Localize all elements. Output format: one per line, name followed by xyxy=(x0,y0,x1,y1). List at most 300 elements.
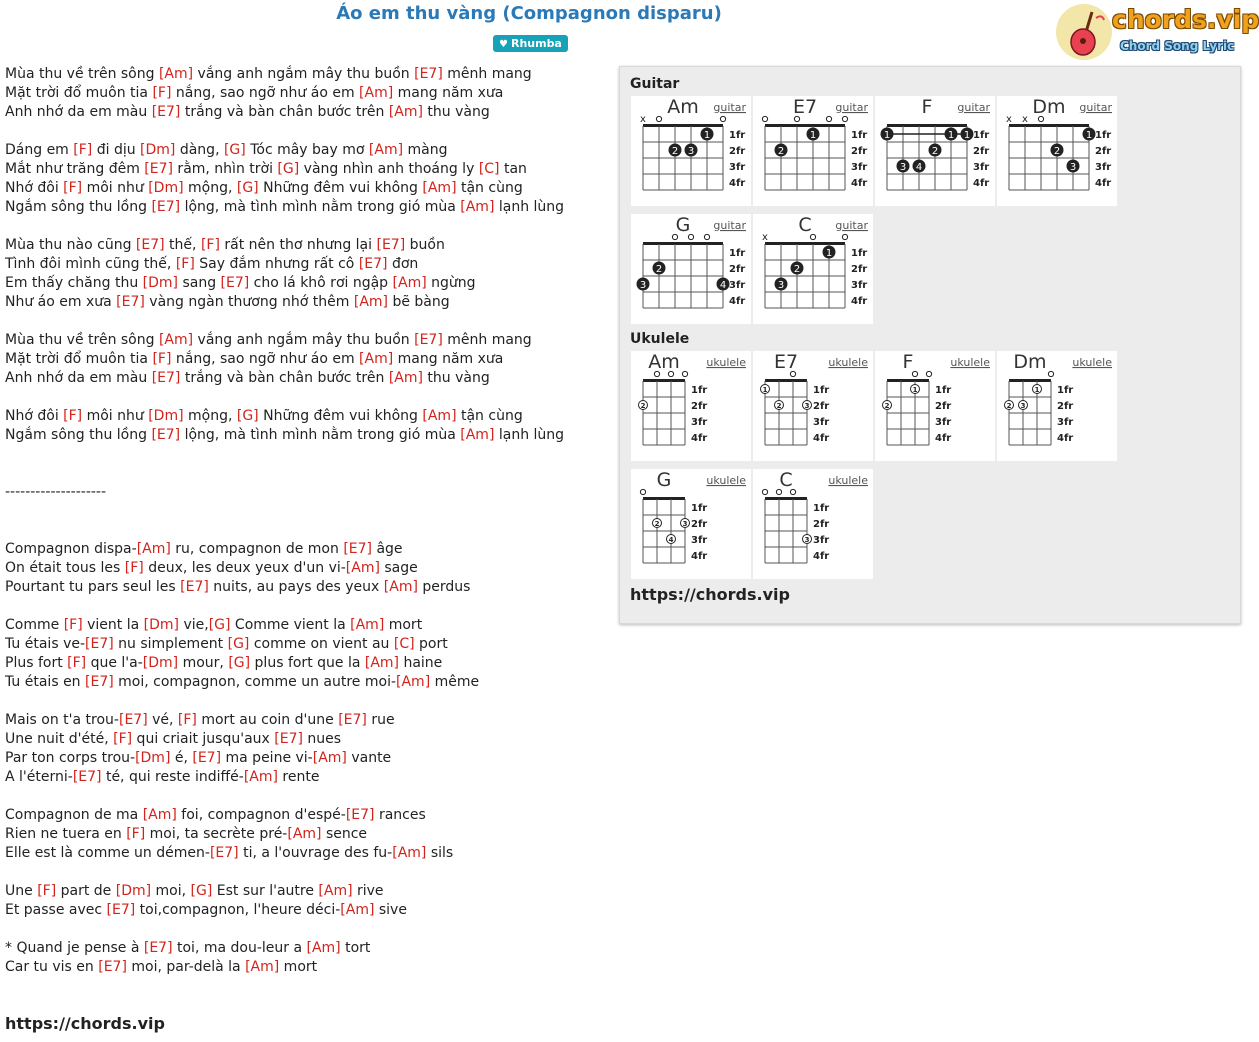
chord-link[interactable]: [E7] xyxy=(85,636,114,652)
chord-type-link[interactable]: ukulele xyxy=(828,474,868,487)
lyric-text: vàng nhìn anh thoáng ly xyxy=(299,161,479,177)
site-logo[interactable] xyxy=(1054,2,1259,62)
chord-link[interactable]: [F] xyxy=(152,351,172,367)
lyric-text: sive xyxy=(374,902,407,918)
chord-link[interactable]: [E7] xyxy=(151,370,181,386)
lyric-line xyxy=(5,939,605,958)
lyric-text: rances xyxy=(374,807,426,823)
lyric-text: trắng và bàn chân bước trên xyxy=(180,104,389,120)
lyric-text: cho lá khô rơi ngập xyxy=(249,275,393,291)
lyric-text: lộng, mà tình mình nằm trong gió mùa xyxy=(180,427,461,443)
logo-tagline: Chord Song Lyric xyxy=(1120,39,1235,53)
chord-link[interactable]: [Am] xyxy=(388,370,423,386)
lyric-text: On était tous les xyxy=(5,560,125,576)
chord-diagram-svg xyxy=(631,214,751,324)
lyric-text: Compagnon de ma xyxy=(5,807,143,823)
chord-type-link[interactable]: ukulele xyxy=(828,356,868,369)
chord-link[interactable]: [Am] xyxy=(350,617,385,633)
lyric-text: é, xyxy=(170,750,193,766)
chord-link[interactable]: [E7] xyxy=(414,66,443,82)
nut xyxy=(1009,124,1089,127)
chord-link[interactable]: [E7] xyxy=(358,256,388,272)
lyric-line xyxy=(5,749,605,768)
lyric-line xyxy=(5,901,605,920)
finger-number: 2 xyxy=(793,264,801,275)
muted-string-marker: x xyxy=(1022,114,1028,125)
fret-label: 2fr xyxy=(851,264,868,275)
chord-link[interactable]: [E7] xyxy=(135,237,165,253)
chord-link[interactable]: [F] xyxy=(113,731,133,747)
chord-diagram-svg xyxy=(875,96,995,206)
chord-type-link[interactable]: ukulele xyxy=(950,356,990,369)
heart-icon: ♥ xyxy=(499,39,508,50)
lyric-line xyxy=(5,483,605,502)
lyric-text: Ngắm sông thu lồng xyxy=(5,427,152,443)
lyric-text: mênh mang xyxy=(442,332,532,348)
lyric-text: Tu étais ve- xyxy=(5,636,86,652)
finger-number: 4 xyxy=(719,280,727,291)
chord-link[interactable]: [E7] xyxy=(192,750,222,766)
fret-label: 1fr xyxy=(973,130,990,141)
nut xyxy=(887,124,967,127)
finger-number: 1 xyxy=(825,248,833,259)
lyric-text: ngừng xyxy=(426,275,476,291)
fret-label: 1fr xyxy=(691,385,708,396)
fret-label: 3fr xyxy=(729,280,746,291)
open-string-marker xyxy=(762,489,767,494)
chord-link[interactable]: [F] xyxy=(73,142,93,158)
lyric-text: vie, xyxy=(179,617,209,633)
chord-link[interactable]: [Am] xyxy=(136,541,171,557)
lyric-text: Pourtant tu pars seul les xyxy=(5,579,181,595)
chord-link[interactable]: [F] xyxy=(63,617,83,633)
lyric-line xyxy=(5,635,605,654)
chord-link[interactable]: [C] xyxy=(393,636,415,652)
chord-type-link[interactable]: guitar xyxy=(835,101,868,114)
chord-link[interactable]: [Dm] xyxy=(148,408,184,424)
footer-url[interactable]: https://chords.vip xyxy=(5,1014,165,1033)
fret-label: 2fr xyxy=(851,146,868,157)
chord-link[interactable]: [Am] xyxy=(340,902,375,918)
finger-number: 2 xyxy=(777,146,785,157)
lyric-text: Ngắm sông thu lồng xyxy=(5,199,152,215)
lyric-text: foi, compagnon d'espé- xyxy=(176,807,346,823)
chord-link[interactable]: [E7] xyxy=(116,294,145,310)
finger-number: 1 xyxy=(912,386,918,394)
chord-link[interactable]: [E7] xyxy=(151,104,181,120)
lyric-line xyxy=(5,540,605,559)
lyric-text: nắng, sao ngỡ như áo em xyxy=(171,351,360,367)
lyric-text: part de xyxy=(56,883,116,899)
lyric-text: sils xyxy=(426,845,454,861)
chord-link[interactable]: [G] xyxy=(190,883,213,899)
chord-link[interactable]: [Am] xyxy=(460,427,495,443)
chord-link[interactable]: [Dm] xyxy=(142,275,178,291)
lyric-text: mênh mang xyxy=(442,66,532,82)
lyric-text: tận cùng xyxy=(456,180,523,196)
lyric-text: plus fort que la xyxy=(250,655,365,671)
fret-label: 2fr xyxy=(813,519,830,530)
ukulele-chord-f[interactable] xyxy=(875,351,995,461)
chord-type-link[interactable]: guitar xyxy=(835,219,868,232)
chord-link[interactable]: [Am] xyxy=(396,674,431,690)
chord-link[interactable]: [F] xyxy=(67,655,87,671)
fret-label: 3fr xyxy=(935,417,952,428)
lyric-text: qui criait jusqu'aux xyxy=(132,731,275,747)
open-string-marker xyxy=(926,371,931,376)
lyric-text: buồn xyxy=(405,237,445,253)
chord-link[interactable]: [Am] xyxy=(460,199,495,215)
chord-link[interactable]: [Am] xyxy=(359,351,394,367)
guitar-chord-f[interactable] xyxy=(875,96,995,206)
lyric-text: Mặt trời đổ muôn tia xyxy=(5,351,153,367)
chord-name: Am xyxy=(667,96,699,118)
finger-number: 4 xyxy=(915,162,923,173)
lyric-line xyxy=(5,388,605,407)
lyric-line xyxy=(5,84,605,103)
lyric-text: bẽ bàng xyxy=(388,294,450,310)
chord-type-link[interactable]: guitar xyxy=(713,219,746,232)
lyric-line xyxy=(5,730,605,749)
finger-number: 3 xyxy=(804,536,810,544)
lyric-line xyxy=(5,293,605,312)
chord-type-link[interactable]: guitar xyxy=(957,101,990,114)
ukulele-chord-am[interactable] xyxy=(631,351,751,461)
chord-link[interactable]: [Am] xyxy=(392,275,427,291)
fret-label: 3fr xyxy=(1095,162,1112,173)
lyric-text: -------------------- xyxy=(5,484,107,500)
lyric-text: đơn xyxy=(387,256,419,272)
lyric-text: Compagnon dispa- xyxy=(5,541,137,557)
fret-label: 2fr xyxy=(729,146,746,157)
chord-link[interactable]: [Am] xyxy=(368,142,404,158)
chord-link[interactable]: [F] xyxy=(63,408,83,424)
chord-name: F xyxy=(921,96,933,118)
lyric-text: mort au coin d'une xyxy=(196,712,339,728)
lyric-line xyxy=(5,464,605,483)
finger-number: 3 xyxy=(1069,162,1077,173)
chord-diagram-svg xyxy=(753,96,873,206)
chord-link[interactable]: [E7] xyxy=(376,237,406,253)
guitar-icon xyxy=(1056,4,1112,60)
chord-link[interactable]: [Am] xyxy=(383,579,418,595)
lyric-text: mộng, xyxy=(183,180,237,196)
finger-number: 2 xyxy=(931,146,939,157)
chord-link[interactable]: [E7] xyxy=(151,199,181,215)
chord-link[interactable]: [E7] xyxy=(343,541,372,557)
nut xyxy=(643,497,685,500)
chord-name: C xyxy=(798,214,812,236)
chord-link[interactable]: [Am] xyxy=(422,180,457,196)
chord-link[interactable]: [Dm] xyxy=(148,180,184,196)
fret-label: 3fr xyxy=(973,162,990,173)
ukulele-chord-g[interactable] xyxy=(631,469,751,579)
fret-label: 2fr xyxy=(691,519,708,530)
guitar-chord-g[interactable] xyxy=(631,214,751,324)
chord-link[interactable]: [E7] xyxy=(209,845,239,861)
chord-link[interactable]: [Am] xyxy=(364,655,400,671)
chord-link[interactable]: [Am] xyxy=(243,769,278,785)
chord-link[interactable]: [Am] xyxy=(306,940,341,956)
chord-link[interactable]: [E7] xyxy=(72,769,102,785)
chord-link[interactable]: [F] xyxy=(37,883,57,899)
chord-name: G xyxy=(675,214,691,236)
fret-label: 4fr xyxy=(851,296,868,307)
chord-link[interactable]: [Am] xyxy=(345,560,380,576)
fret-label: 2fr xyxy=(1057,401,1074,412)
ukulele-chord-dm[interactable] xyxy=(997,351,1117,461)
ukulele-chord-e7[interactable] xyxy=(753,351,873,461)
lyric-text: Plus fort xyxy=(5,655,68,671)
chord-link[interactable]: [G] xyxy=(236,408,259,424)
fret-label: 4fr xyxy=(1095,178,1112,189)
guitar-chord-am[interactable] xyxy=(631,96,751,206)
lyric-text: moi, ta secrète pré- xyxy=(145,826,288,842)
lyric-text: Tu étais en xyxy=(5,674,86,690)
lyric-text: Mùa thu về trên sông xyxy=(5,332,159,348)
lyric-text: Những đêm vui không xyxy=(258,180,423,196)
chord-link[interactable]: [G] xyxy=(236,180,259,196)
lyric-line xyxy=(5,198,605,217)
chord-link[interactable]: [E7] xyxy=(345,807,375,823)
lyric-line xyxy=(5,597,605,616)
lyric-line xyxy=(5,768,605,787)
lyric-text: rente xyxy=(277,769,320,785)
chord-diagram-svg xyxy=(631,469,751,579)
lyric-text: Elle est là comme un démen- xyxy=(5,845,210,861)
lyric-text: Nhớ đôi xyxy=(5,180,64,196)
open-string-marker xyxy=(790,489,795,494)
fret-label: 1fr xyxy=(1095,130,1112,141)
chord-link[interactable]: [Am] xyxy=(353,294,389,310)
chord-link[interactable]: [E7] xyxy=(338,712,367,728)
lyric-text: ti, a l'ouvrage des fu- xyxy=(238,845,393,861)
chord-link[interactable]: [F] xyxy=(177,712,197,728)
chord-diagram-svg xyxy=(631,351,751,461)
lyric-line xyxy=(5,445,605,464)
chord-link[interactable]: [G] xyxy=(208,617,231,633)
finger-number: 2 xyxy=(654,520,660,528)
lyric-text: Anh nhớ da em màu xyxy=(5,370,152,386)
lyric-text: thu vàng xyxy=(422,370,490,386)
chord-diagram-svg xyxy=(753,469,873,579)
lyric-text: vient la xyxy=(82,617,144,633)
chord-link[interactable]: [G] xyxy=(227,636,250,652)
lyric-line xyxy=(5,825,605,844)
fret-label: 4fr xyxy=(691,551,708,562)
finger-number: 3 xyxy=(687,146,695,157)
chord-link[interactable]: [Am] xyxy=(158,66,194,82)
lyric-text: sence xyxy=(321,826,368,842)
lyric-text: Em thấy chăng thu xyxy=(5,275,143,291)
chord-link[interactable]: [E7] xyxy=(85,674,114,690)
nut xyxy=(765,124,845,127)
chord-link[interactable]: [Dm] xyxy=(135,750,171,766)
panel-url[interactable]: https://chords.vip xyxy=(630,585,790,604)
lyric-text: nắng, sao ngỡ như áo em xyxy=(171,85,360,101)
fret-label: 4fr xyxy=(973,178,990,189)
chord-link[interactable]: [F] xyxy=(175,256,195,272)
fret-label: 3fr xyxy=(691,535,708,546)
chord-link[interactable]: [Am] xyxy=(422,408,457,424)
guitar-chord-c[interactable] xyxy=(753,214,873,324)
lyric-text: lạnh lùng xyxy=(494,427,565,443)
lyric-line xyxy=(5,217,605,236)
chord-link[interactable]: [Am] xyxy=(388,104,423,120)
lyric-text: tận cùng xyxy=(456,408,523,424)
fret-label: 4fr xyxy=(691,433,708,444)
fret-label: 4fr xyxy=(729,178,746,189)
chord-link[interactable]: [E7] xyxy=(106,902,136,918)
chord-link[interactable]: [G] xyxy=(277,161,300,177)
lyric-text: Say đắm nhưng rất cô xyxy=(194,256,359,272)
chord-link[interactable]: [E7] xyxy=(180,579,209,595)
lyric-text: que l'a- xyxy=(86,655,143,671)
lyric-line xyxy=(5,122,605,141)
lyric-text: môi như xyxy=(82,408,149,424)
fret-label: 3fr xyxy=(729,162,746,173)
lyric-line xyxy=(5,920,605,939)
chord-link[interactable]: [E7] xyxy=(118,712,148,728)
chord-link[interactable]: [E7] xyxy=(98,959,127,975)
fret-label: 3fr xyxy=(691,417,708,428)
lyric-text: sang xyxy=(178,275,221,291)
lyric-text: Nhớ đôi xyxy=(5,408,64,424)
lyric-text: deux, les deux yeux d'un vi- xyxy=(143,560,346,576)
chord-type-link[interactable]: guitar xyxy=(713,101,746,114)
chord-type-link[interactable]: ukulele xyxy=(706,474,746,487)
chord-link[interactable]: [F] xyxy=(124,560,144,576)
fret-label: 1fr xyxy=(851,130,868,141)
chord-link[interactable]: [Dm] xyxy=(142,655,179,671)
lyric-text: Une nuit d'été, xyxy=(5,731,114,747)
fret-label: 3fr xyxy=(1057,417,1074,428)
lyric-text: tort xyxy=(340,940,371,956)
guitar-chord-e7[interactable] xyxy=(753,96,873,206)
finger-number: 1 xyxy=(963,130,971,141)
chord-link[interactable]: [Am] xyxy=(312,750,347,766)
chord-link[interactable]: [E7] xyxy=(151,427,181,443)
lyric-text: Une xyxy=(5,883,38,899)
chord-link[interactable]: [Am] xyxy=(359,85,394,101)
chord-link[interactable]: [F] xyxy=(126,826,146,842)
logo-wordmark: chords.vip xyxy=(1112,5,1259,34)
open-string-marker xyxy=(826,116,831,121)
chord-link[interactable]: [Am] xyxy=(287,826,322,842)
finger-number: 2 xyxy=(655,264,663,275)
fret-label: 2fr xyxy=(813,401,830,412)
guitar-chord-dm[interactable] xyxy=(997,96,1117,206)
open-string-marker xyxy=(704,234,709,239)
muted-string-marker: x xyxy=(1006,114,1012,125)
chord-panel xyxy=(619,66,1241,624)
lyric-text: Tóc mây bay mơ xyxy=(245,142,369,158)
chord-link[interactable]: [C] xyxy=(478,161,500,177)
open-string-marker xyxy=(842,116,847,121)
lyric-text: dàng, xyxy=(175,142,224,158)
chord-name: E7 xyxy=(792,96,818,118)
lyric-line xyxy=(5,882,605,901)
chord-link[interactable]: [Am] xyxy=(318,883,353,899)
chord-link[interactable]: [E7] xyxy=(144,161,173,177)
lyric-line xyxy=(5,711,605,730)
chord-link[interactable]: [G] xyxy=(223,142,246,158)
lyric-text: ru, compagnon de mon xyxy=(170,541,344,557)
finger-number: 2 xyxy=(1006,402,1012,410)
finger-number: 3 xyxy=(1020,402,1026,410)
finger-number: 1 xyxy=(809,130,817,141)
fret-label: 1fr xyxy=(813,385,830,396)
lyric-line xyxy=(5,141,605,160)
lyric-line xyxy=(5,502,605,521)
lyric-text: vắng anh ngắm mây thu buồn xyxy=(193,332,415,348)
lyric-line xyxy=(5,160,605,179)
lyric-text: té, qui reste indiffé- xyxy=(101,769,244,785)
chord-link[interactable]: [Am] xyxy=(142,807,177,823)
chord-link[interactable]: [G] xyxy=(228,655,251,671)
lyric-text: rằm, nhìn trời xyxy=(172,161,278,177)
chord-link[interactable]: [Am] xyxy=(245,959,280,975)
chord-link[interactable]: [E7] xyxy=(274,731,303,747)
lyric-text: mộng, xyxy=(183,408,237,424)
chord-link[interactable]: [Dm] xyxy=(143,617,179,633)
chord-link[interactable]: [E7] xyxy=(220,275,250,291)
chord-type-link[interactable]: ukulele xyxy=(1072,356,1112,369)
chord-link[interactable]: [E7] xyxy=(143,940,173,956)
nut xyxy=(887,379,929,382)
chord-link[interactable]: [F] xyxy=(63,180,83,196)
lyric-line xyxy=(5,350,605,369)
fret-label: 2fr xyxy=(729,264,746,275)
chord-link[interactable]: [Dm] xyxy=(115,883,152,899)
lyric-line xyxy=(5,407,605,426)
finger-number: 1 xyxy=(947,130,955,141)
chord-link[interactable]: [F] xyxy=(152,85,172,101)
chord-type-link[interactable]: ukulele xyxy=(706,356,746,369)
fret-label: 2fr xyxy=(691,401,708,412)
lyric-text: Dáng em xyxy=(5,142,74,158)
chord-link[interactable]: [E7] xyxy=(414,332,443,348)
lyric-text: * Quand je pense à xyxy=(5,940,144,956)
lyric-text: thu vàng xyxy=(422,104,490,120)
lyric-line xyxy=(5,958,605,977)
muted-string-marker: x xyxy=(762,232,768,243)
finger-number: 2 xyxy=(1053,146,1061,157)
nut xyxy=(643,242,723,245)
lyric-text: Et passe avec xyxy=(5,902,107,918)
lyric-line xyxy=(5,578,605,597)
rhythm-badge[interactable] xyxy=(493,35,568,52)
lyric-text: Mùa thu về trên sông xyxy=(5,66,159,82)
chord-link[interactable]: [Dm] xyxy=(140,142,176,158)
chord-type-link[interactable]: guitar xyxy=(1079,101,1112,114)
lyric-text: sage xyxy=(379,560,418,576)
ukulele-chord-c[interactable] xyxy=(753,469,873,579)
muted-string-marker: x xyxy=(640,114,646,125)
lyric-text: lạnh lùng xyxy=(494,199,565,215)
chord-link[interactable]: [Am] xyxy=(392,845,427,861)
finger-number: 1 xyxy=(703,130,711,141)
chord-link[interactable]: [F] xyxy=(200,237,220,253)
finger-number: 3 xyxy=(804,402,810,410)
song-title: Áo em thu vàng (Compagnon disparu) xyxy=(336,3,722,24)
chord-diagram-svg xyxy=(997,96,1117,206)
chord-name: C xyxy=(779,469,793,491)
lyric-text: nues xyxy=(302,731,342,747)
finger-number: 3 xyxy=(682,520,688,528)
chord-link[interactable]: [Am] xyxy=(158,332,194,348)
lyric-text: rue xyxy=(366,712,395,728)
